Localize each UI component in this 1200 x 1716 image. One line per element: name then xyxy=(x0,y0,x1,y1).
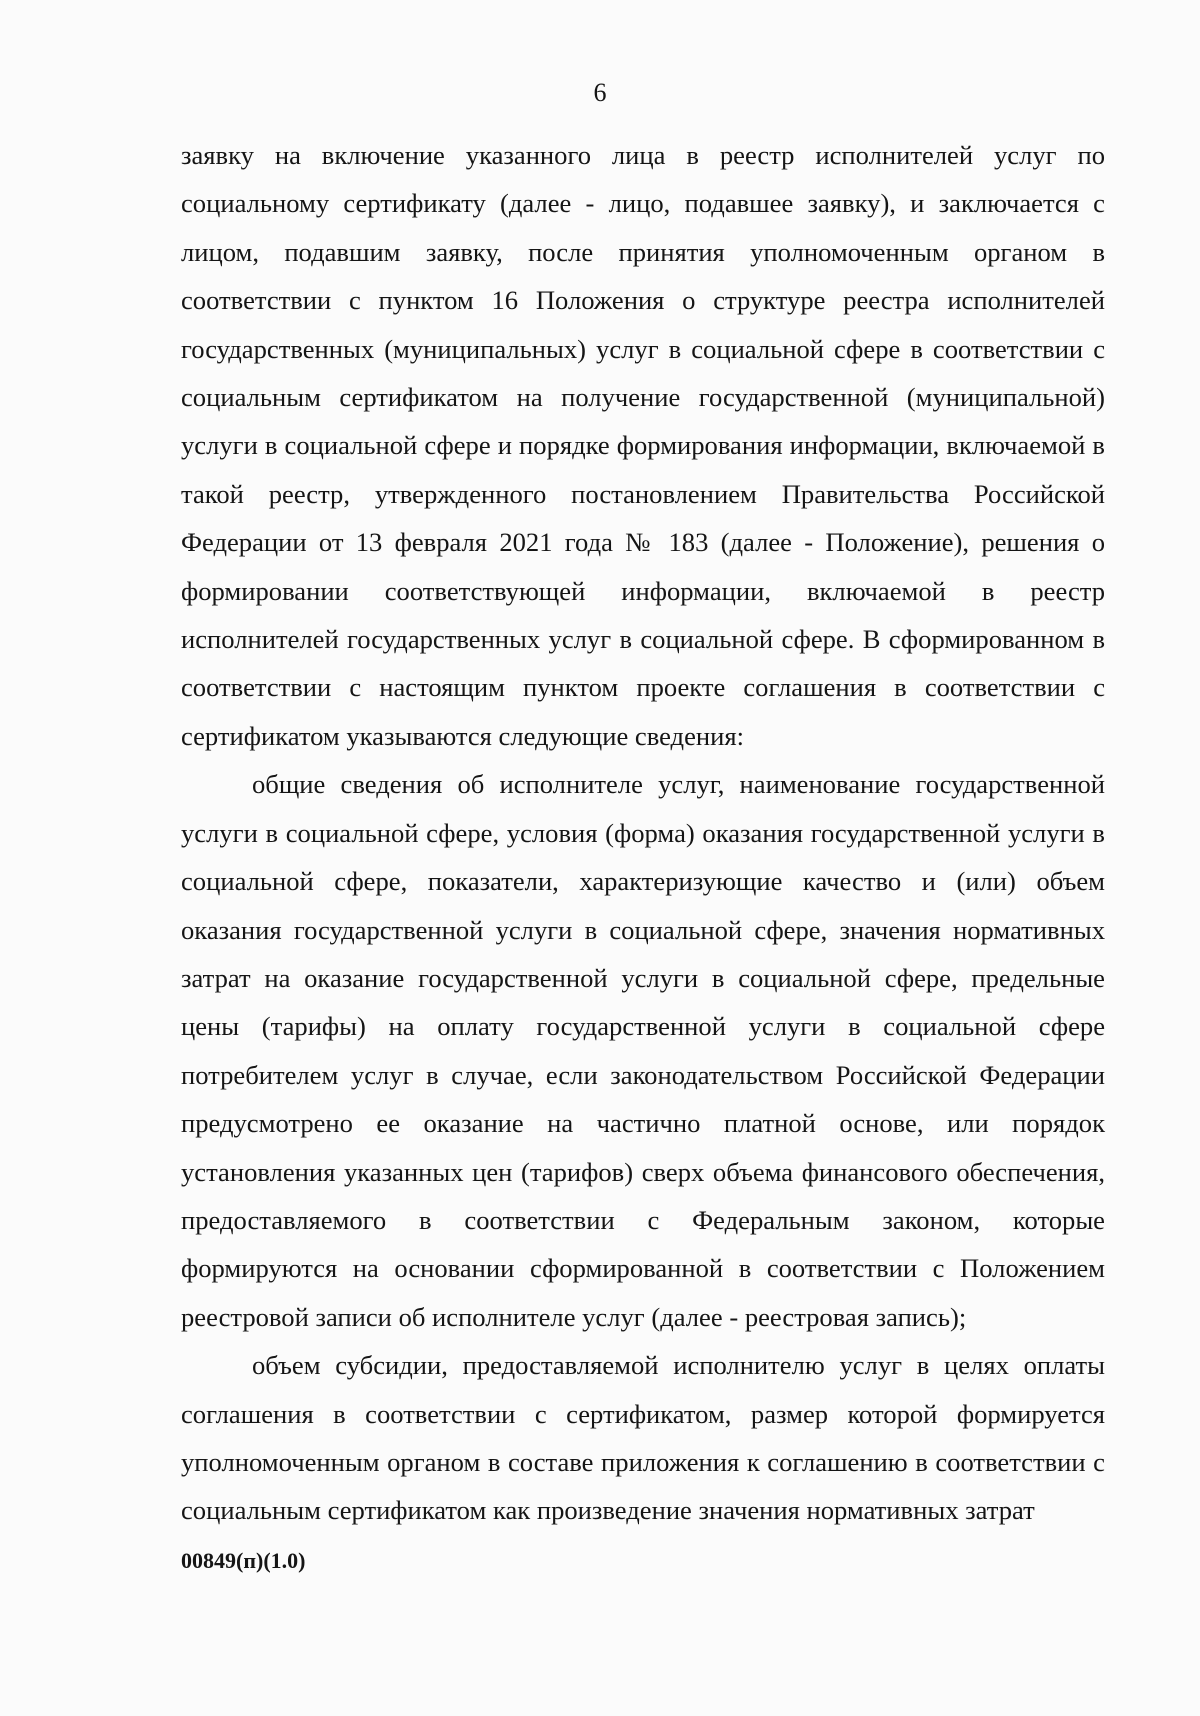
paragraph-general-info: общие сведения об исполнителе услуг, наименование государственной услуги в социальной сфере, условия (форма) оказания государственной услуги в социальной сфере, показатели, характеризующие качество и (или) объем оказания государственной услуги в социальной сфере, значения нормативных затрат на оказание государственной услуги в социальной сфере, предельные цены (тарифы) на оплату государственной услуги в социальной сфере потребителем услуг в случае, если законодательством Российской Федерации предусмотрено ее оказание на частично платной основе, или порядок установления указанных цен (тарифов) сверх объема финансового обеспечения, предоставляемого в соответствии с Федеральным законом, которые формируются на основании сформированной в соответствии с Положением реестровой записи об исполнителе услуг (далее - реестровая запись); xyxy=(181,769,1105,1332)
document-code: 00849(п)(1.0) xyxy=(181,1548,306,1573)
paragraph-continuation: заявку на включение указанного лица в реестр исполнителей услуг по социальному сертификату (далее - лицо, подавшее заявку), и заключается с лицом, подавшим заявку, после принятия уполномоченным органом в соответствии с пунктом 16 Положения о структуре реестра исполнителей государственных (муниципальных) услуг в социальной сфере в соответствии с социальным сертификатом на получение государственной (муниципальной) услуги в социальной сфере и порядке формирования информации, включаемой в такой реестр, утвержденного постановлением Правительства Российской Федерации от 13 февраля 2021 года № 183 (далее - Положение), решения о формировании соответствующей информации, включаемой в реестр исполнителей государственных услуг в социальной сфере. В сформированном в соответствии с настоящим пунктом проекте соглашения в соответствии с сертификатом указываются следующие сведения: xyxy=(181,140,1105,751)
page-number: 6 xyxy=(593,78,607,107)
document-body xyxy=(181,131,1105,1535)
paragraph-subsidy-volume: объем субсидии, предоставляемой исполнителю услуг в целях оплаты соглашения в соответствии с сертификатом, размер которой формируется уполномоченным органом в составе приложения к соглашению в соответствии с социальным сертификатом как произведение значения нормативных затрат xyxy=(181,1350,1105,1526)
